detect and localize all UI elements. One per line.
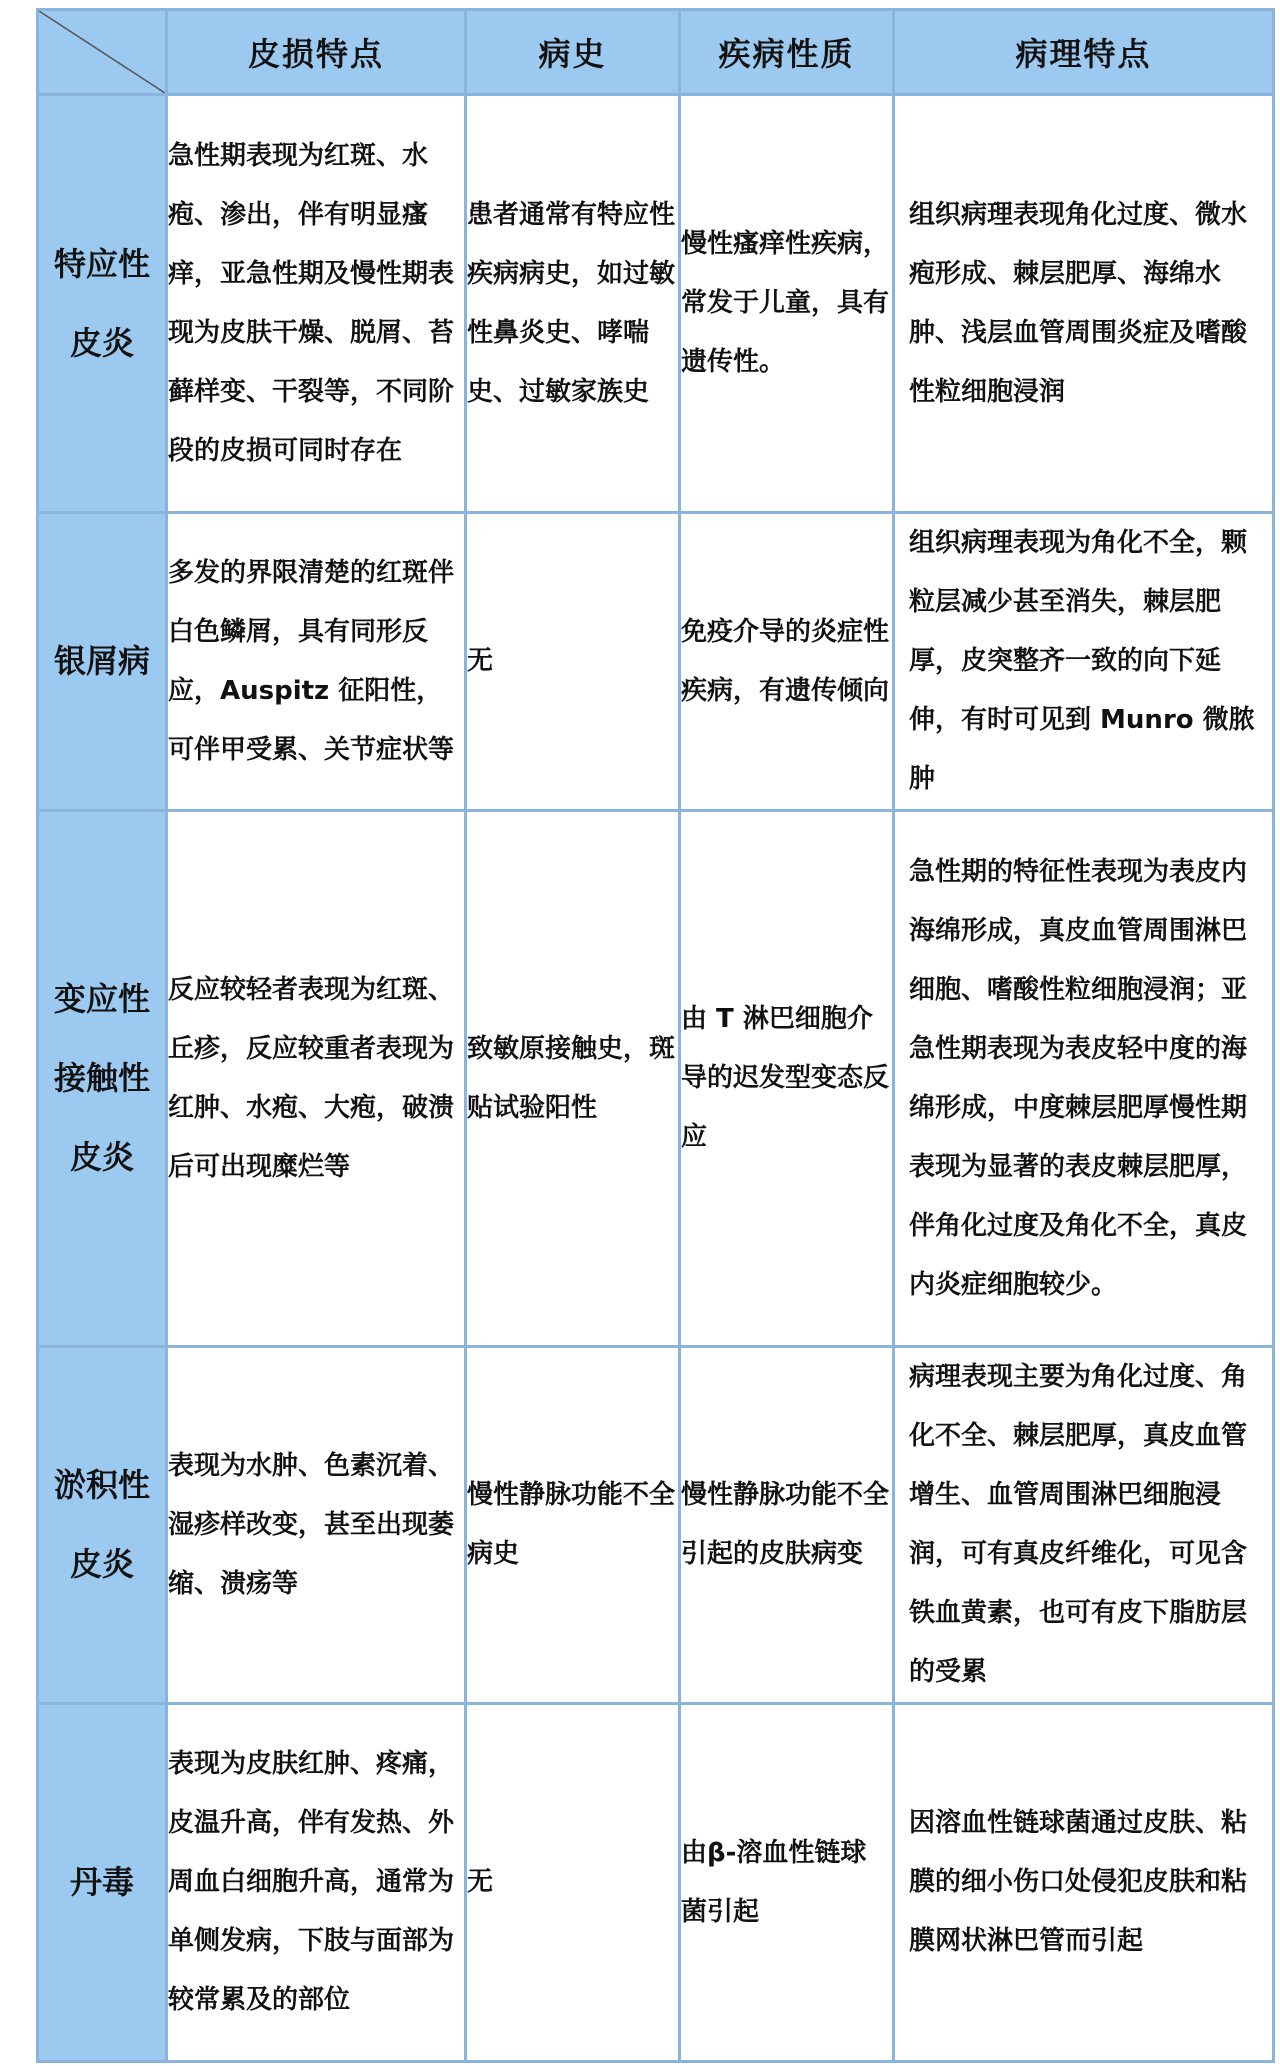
cell-history: 无 bbox=[466, 513, 680, 811]
row-head-disease: 淤积性皮炎 bbox=[38, 1347, 167, 1704]
row-head-disease: 特应性皮炎 bbox=[38, 95, 167, 513]
cell-nature: 慢性瘙痒性疾病，常发于儿童，具有遗传性。 bbox=[680, 95, 894, 513]
comparison-table-container bbox=[36, 8, 1272, 2063]
cell-nature: 慢性静脉功能不全引起的皮肤病变 bbox=[680, 1347, 894, 1704]
header-history: 病史 bbox=[466, 10, 680, 95]
table-row bbox=[38, 513, 1274, 811]
header-row bbox=[38, 10, 1274, 95]
table-row bbox=[38, 1347, 1274, 1704]
table-row bbox=[38, 1704, 1274, 2062]
table-row bbox=[38, 811, 1274, 1347]
cell-pathology: 组织病理表现角化过度、微水疱形成、棘层肥厚、海绵水肿、浅层血管周围炎症及嗜酸性粒细胞浸润 bbox=[894, 95, 1274, 513]
row-head-disease: 丹毒 bbox=[38, 1704, 167, 2062]
header-lesion: 皮损特点 bbox=[167, 10, 466, 95]
row-head-disease: 银屑病 bbox=[38, 513, 167, 811]
corner-cell bbox=[38, 10, 167, 95]
cell-history: 慢性静脉功能不全病史 bbox=[466, 1347, 680, 1704]
cell-history: 无 bbox=[466, 1704, 680, 2062]
table-row bbox=[38, 95, 1274, 513]
cell-nature: 由β-溶血性链球菌引起 bbox=[680, 1704, 894, 2062]
cell-nature: 由 T 淋巴细胞介导的迟发型变态反应 bbox=[680, 811, 894, 1347]
diagonal-divider bbox=[39, 11, 165, 93]
cell-history: 患者通常有特应性疾病病史，如过敏性鼻炎史、哮喘史、过敏家族史 bbox=[466, 95, 680, 513]
cell-lesion: 急性期表现为红斑、水疱、渗出，伴有明显瘙痒，亚急性期及慢性期表现为皮肤干燥、脱屑、苔藓样变、干裂等，不同阶段的皮损可同时存在 bbox=[167, 95, 466, 513]
cell-lesion: 表现为水肿、色素沉着、湿疹样改变，甚至出现萎缩、溃疡等 bbox=[167, 1347, 466, 1704]
cell-lesion: 表现为皮肤红肿、疼痛，皮温升高，伴有发热、外周血白细胞升高，通常为单侧发病，下肢与面部为较常累及的部位 bbox=[167, 1704, 466, 2062]
cell-lesion: 多发的界限清楚的红斑伴白色鳞屑，具有同形反应，Auspitz 征阳性，可伴甲受累、关节症状等 bbox=[167, 513, 466, 811]
cell-pathology: 组织病理表现为角化不全，颗粒层减少甚至消失，棘层肥厚，皮突整齐一致的向下延伸，有时可见到 Munro 微脓肿 bbox=[894, 513, 1274, 811]
cell-pathology: 因溶血性链球菌通过皮肤、粘膜的细小伤口处侵犯皮肤和粘膜网状淋巴管而引起 bbox=[894, 1704, 1274, 2062]
cell-lesion: 反应较轻者表现为红斑、丘疹，反应较重者表现为红肿、水疱、大疱，破溃后可出现糜烂等 bbox=[167, 811, 466, 1347]
row-head-disease: 变应性接触性皮炎 bbox=[38, 811, 167, 1347]
header-pathology: 病理特点 bbox=[894, 10, 1274, 95]
cell-pathology: 急性期的特征性表现为表皮内海绵形成，真皮血管周围淋巴细胞、嗜酸性粒细胞浸润；亚急性期表现为表皮轻中度的海绵形成，中度棘层肥厚慢性期表现为显著的表皮棘层肥厚，伴角化过度及角化不全，真皮内炎症细胞较少。 bbox=[894, 811, 1274, 1347]
cell-nature: 免疫介导的炎症性疾病，有遗传倾向 bbox=[680, 513, 894, 811]
header-nature: 疾病性质 bbox=[680, 10, 894, 95]
disease-comparison-table bbox=[36, 8, 1275, 2063]
cell-history: 致敏原接触史，斑贴试验阳性 bbox=[466, 811, 680, 1347]
cell-pathology: 病理表现主要为角化过度、角化不全、棘层肥厚，真皮血管增生、血管周围淋巴细胞浸润，可有真皮纤维化，可见含铁血黄素，也可有皮下脂肪层的受累 bbox=[894, 1347, 1274, 1704]
